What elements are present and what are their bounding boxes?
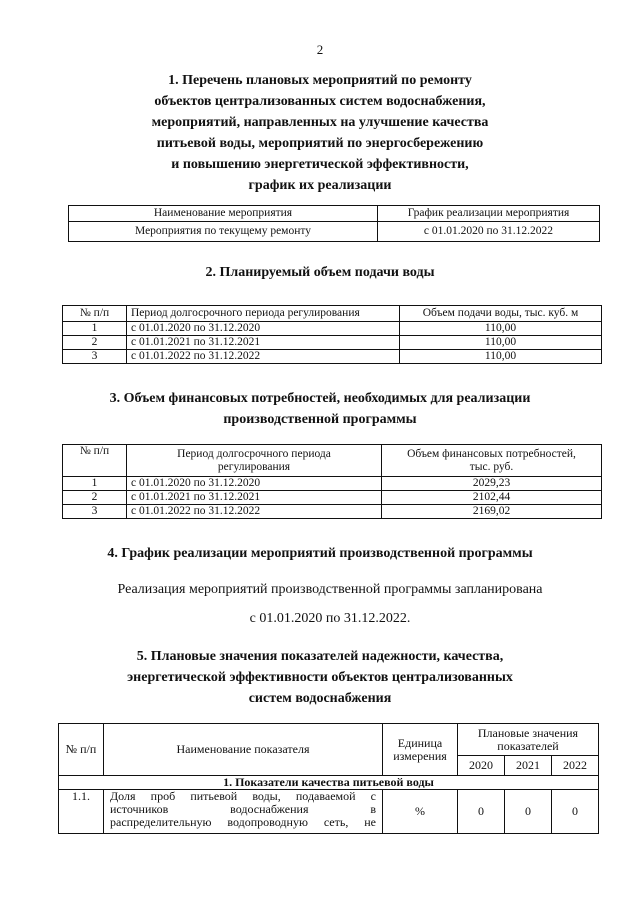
table-header: Объем подачи воды, тыс. куб. м: [400, 306, 602, 322]
table-header-year: 2021: [505, 756, 552, 776]
table-header: Период долгосрочного периода регулирования: [127, 445, 382, 477]
section2-title: 2. Планируемый объем подачи воды: [205, 265, 435, 280]
section3-table: [62, 444, 602, 519]
table-header: Наименование мероприятия: [69, 206, 378, 222]
table-cell: [104, 790, 383, 834]
table-header: Объем финансовых потребностей, тыс. руб.: [382, 445, 602, 477]
table-cell: 1: [63, 477, 127, 491]
table-group-title: 1. Показатели качества питьевой воды: [59, 776, 599, 790]
table-row: [63, 505, 602, 519]
section1-title-line: график их реализации: [248, 178, 392, 193]
table-header: № п/п: [59, 724, 104, 776]
section4-text-line: с 01.01.2020 по 31.12.2022.: [249, 611, 411, 626]
section1-title-line: 1. Перечень плановых мероприятий по ремонту: [168, 73, 472, 88]
table-row: [63, 477, 602, 491]
table-cell: 2102,44: [382, 491, 602, 505]
table-cell: 1.1.: [59, 790, 104, 834]
section3-title-line: 3. Объем финансовых потребностей, необходимых для реализации: [109, 391, 531, 406]
table-header: Единица измерения: [383, 724, 458, 776]
table-cell: 2: [63, 336, 127, 350]
table-row: [63, 350, 602, 364]
table-cell: 0: [552, 790, 599, 834]
table-cell: 2: [63, 491, 127, 505]
section5-title: [40, 646, 600, 709]
table-cell: 110,00: [400, 336, 602, 350]
table-cell: 0: [458, 790, 505, 834]
section4-text-line: Реализация мероприятий производственной программы запланирована: [117, 582, 543, 597]
section2-table: [62, 305, 602, 364]
table-cell: %: [383, 790, 458, 834]
table-cell: с 01.01.2020 по 31.12.2020: [127, 477, 382, 491]
section5-title-line: систем водоснабжения: [248, 691, 392, 706]
section1-title-line: питьевой воды, мероприятий по энергосбережению: [156, 136, 484, 151]
table-header: № п/п: [63, 445, 127, 477]
table-row: [63, 322, 602, 336]
indicator-name-line: источников водоснабжения в: [110, 802, 376, 816]
page-number: 2: [316, 42, 324, 57]
table-cell: с 01.01.2022 по 31.12.2022: [127, 505, 382, 519]
table-header: № п/п: [63, 306, 127, 322]
section3-title-line: производственной программы: [223, 412, 417, 427]
section1-title-line: мероприятий, направленных на улучшение качества: [151, 115, 489, 130]
indicator-name-line: распределительную водопроводную сеть, не: [110, 815, 376, 829]
section1-title-line: объектов централизованных систем водоснабжения,: [154, 94, 486, 109]
section3-title: [40, 388, 600, 430]
section4-title: 4. График реализации мероприятий производственной программы: [107, 546, 533, 561]
table-cell: с 01.01.2020 по 31.12.2022: [378, 222, 600, 242]
section5-title-line: 5. Плановые значения показателей надежности, качества,: [136, 649, 504, 664]
table-header-year: 2020: [458, 756, 505, 776]
table-cell: 2169,02: [382, 505, 602, 519]
table-cell: 110,00: [400, 350, 602, 364]
section1-title: [60, 70, 580, 196]
table-cell: 0: [505, 790, 552, 834]
table-cell: 3: [63, 505, 127, 519]
table-header: Период долгосрочного периода регулирования: [127, 306, 400, 322]
table-row: [63, 336, 602, 350]
table-cell: 1: [63, 322, 127, 336]
table-row: [63, 491, 602, 505]
table-header: График реализации мероприятия: [378, 206, 600, 222]
table-cell: 3: [63, 350, 127, 364]
indicator-name-line: Доля проб питьевой воды, подаваемой с: [110, 789, 376, 803]
table-row: [59, 790, 599, 834]
table-cell: 2029,23: [382, 477, 602, 491]
table-cell: с 01.01.2021 по 31.12.2021: [127, 491, 382, 505]
section5-table: [58, 723, 599, 834]
table-header: Плановые значения показателей: [458, 724, 599, 756]
table-cell: с 01.01.2022 по 31.12.2022: [127, 350, 400, 364]
table-cell: с 01.01.2021 по 31.12.2021: [127, 336, 400, 350]
table-header: Наименование показателя: [104, 724, 383, 776]
table-cell: 110,00: [400, 322, 602, 336]
section1-title-line: и повышению энергетической эффективности,: [171, 157, 469, 172]
table-cell: с 01.01.2020 по 31.12.2020: [127, 322, 400, 336]
section1-table: [68, 205, 600, 242]
table-header-year: 2022: [552, 756, 599, 776]
section5-title-line: энергетической эффективности объектов централизованных: [127, 670, 513, 685]
table-cell: Мероприятия по текущему ремонту: [69, 222, 378, 242]
